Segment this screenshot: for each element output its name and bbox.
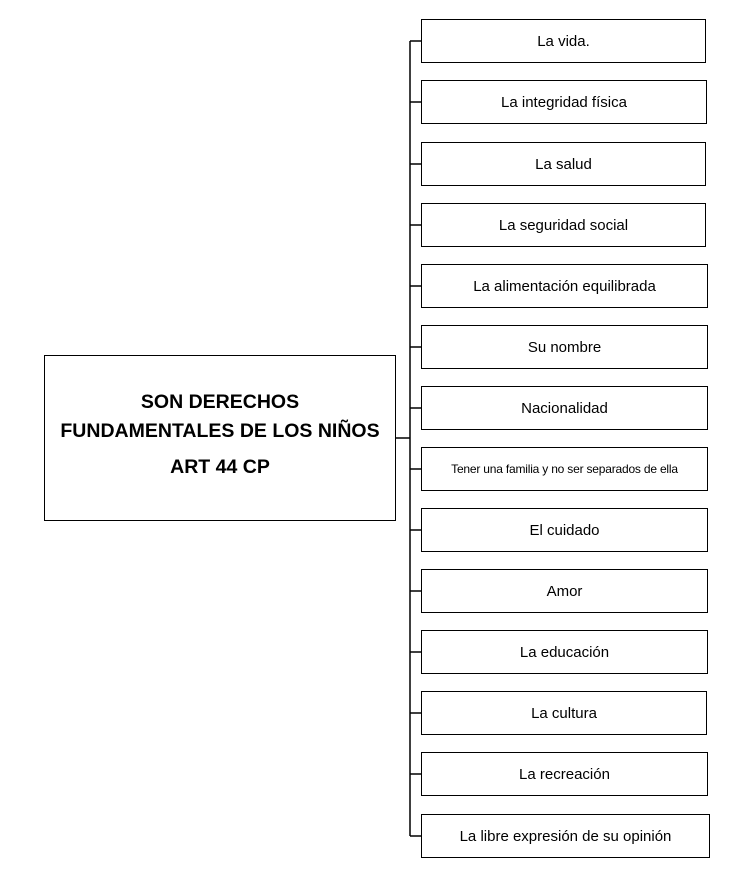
central-title: SON DERECHOS FUNDAMENTALES DE LOS NIÑOS: [60, 391, 380, 442]
right-label: La vida.: [537, 32, 590, 50]
right-label: La salud: [535, 155, 592, 173]
right-label: La alimentación equilibrada: [473, 277, 656, 295]
right-item: [421, 447, 708, 491]
right-item: [421, 630, 708, 674]
right-label: Amor: [546, 582, 583, 600]
right-label: Tener una familia y no ser separados de ella: [451, 462, 678, 476]
right-label: La cultura: [531, 704, 597, 722]
right-item: [421, 19, 706, 63]
right-item: [421, 264, 708, 308]
right-item: [421, 691, 707, 735]
right-label: La libre expresión de su opinión: [459, 827, 672, 845]
right-label: La seguridad social: [498, 216, 629, 234]
right-item: [421, 569, 708, 613]
right-label: La educación: [519, 643, 610, 661]
right-item: [421, 752, 708, 796]
right-item: [421, 325, 708, 369]
right-item: [421, 80, 707, 124]
central-subtitle: ART 44 CP: [170, 456, 270, 478]
right-label: La integridad física: [501, 93, 627, 111]
central-concept-box: [44, 355, 396, 521]
right-item: [421, 386, 708, 430]
right-item: [421, 814, 710, 858]
right-label: La recreación: [519, 765, 610, 783]
right-label: Nacionalidad: [521, 399, 608, 417]
right-label: Su nombre: [527, 338, 602, 356]
right-item: [421, 203, 706, 247]
right-label: El cuidado: [529, 521, 600, 539]
right-item: [421, 142, 706, 186]
right-item: [421, 508, 708, 552]
